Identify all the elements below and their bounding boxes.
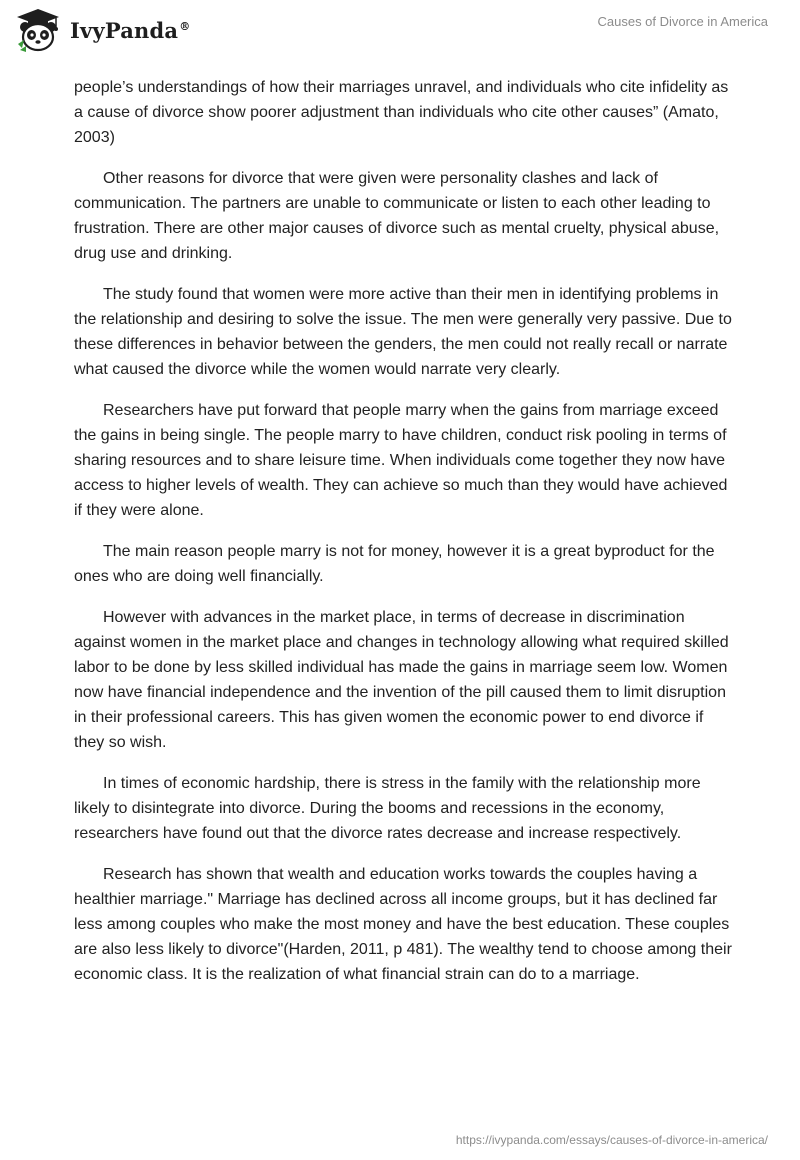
panda-graduate-icon bbox=[14, 6, 62, 54]
essay-body bbox=[74, 75, 734, 1003]
brand-name: IvyPanda® bbox=[70, 17, 191, 43]
paragraph: Researchers have put forward that people marry when the gains from marriage exceed the gains in being single. The people marry to have children, conduct risk pooling in terms of sharing resources and to share leisure time. When individuals come together they now have access to higher levels of wealth. They can achieve so much than they would have achieved if they were alone. bbox=[74, 402, 728, 519]
paragraph: However with advances in the market place, in terms of decrease in discrimination against women in the market place and changes in technology allowing what required skilled labor to be done by less skilled individual has made the gains in marriage seem low. Women now have financial independence and the invention of the pill caused them to limit disruption in their professional careers. This has given women the economic power to end divorce if they so wish. bbox=[74, 609, 729, 751]
paragraph: people’s understandings of how their marriages unravel, and individuals who cite infidelity as a cause of divorce show poorer adjustment than individuals who cite other causes” (Amato, 2003) bbox=[74, 79, 729, 146]
paragraph: In times of economic hardship, there is stress in the family with the relationship more likely to disintegrate into divorce. During the booms and recessions in the economy, researchers have found out that the divorce rates decrease and increase respectively. bbox=[74, 775, 701, 842]
brand-logo[interactable] bbox=[14, 6, 190, 54]
page-header bbox=[0, 0, 800, 60]
paragraph: The main reason people marry is not for money, however it is a great byproduct for the ones who are doing well financially. bbox=[74, 543, 715, 585]
source-url[interactable]: https://ivypanda.com/essays/causes-of-divorce-in-america/ bbox=[455, 1133, 768, 1147]
paragraph: Other reasons for divorce that were given were personality clashes and lack of communication. The partners are unable to communicate or listen to each other leading to frustration. There are other major causes of divorce such as mental cruelty, physical abuse, drug use and drinking. bbox=[74, 170, 720, 262]
document-title: Causes of Divorce in America bbox=[597, 14, 768, 29]
paragraph: The study found that women were more active than their men in identifying problems in the relationship and desiring to solve the issue. The men were generally very passive. Due to these differences in behavior between the genders, the men could not really recall or narrate what caused the divorce while the women would narrate very clearly. bbox=[74, 286, 732, 378]
paragraph: Research has shown that wealth and education works towards the couples having a healthier marriage." Marriage has declined across all income groups, but it has declined far less among couples who make the most money and have the best education. These couples are also less likely to divorce"(Harden, 2011, p 481). The wealthy tend to choose among their economic class. It is the realization of what financial strain can do to a marriage. bbox=[74, 866, 732, 983]
